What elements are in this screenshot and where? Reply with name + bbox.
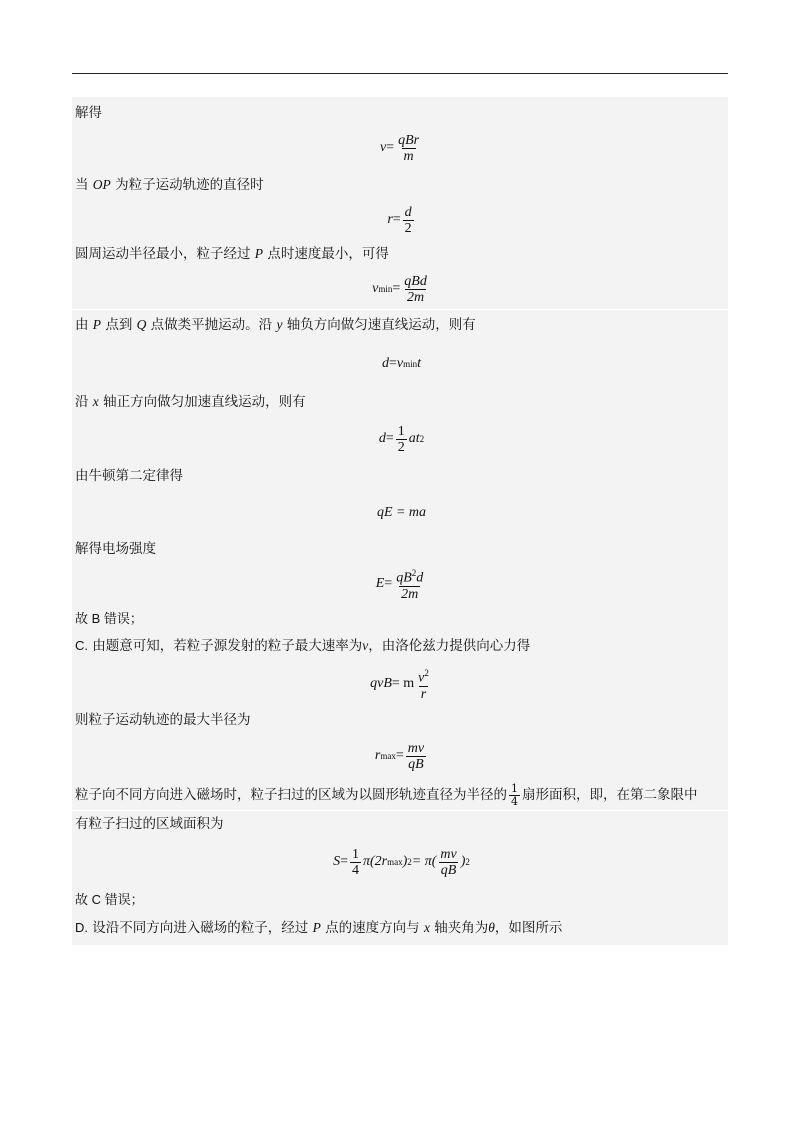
segment-2 [72, 309, 728, 810]
equation-r: r = $\frac{d}{2}$ [387, 204, 412, 236]
text-line: D. 设沿不同方向进入磁场的粒子，经过 P 点的速度方向与 x 轴夹角为θ，如图所示 [75, 920, 563, 936]
equation-d-half-at2: d = $\frac{1}{2}$ at 2 [378, 423, 425, 455]
equation-qe-ma: qE = ma [376, 505, 427, 520]
text-line: 粒子向不同方向进入磁场时，粒子扫过的区域为以圆形轨迹直径为半径的 $\frac{1}{4}$ 扇形面积，即，在第二象限中 [75, 782, 698, 808]
text-line: 解得电场强度 [75, 541, 156, 557]
equation-rmax: r max = $\frac{mv}{qB}$ [374, 740, 425, 772]
text-line: 沿 x 轴正方向做匀加速直线运动，则有 [75, 394, 306, 410]
text-line: 由 P 点到 Q 点做类平抛运动。沿 y 轴负方向做匀速直线运动，则有 [75, 317, 476, 333]
text-line: 故 C 错误； [75, 892, 144, 907]
equation-vmin: v min = $\frac{\text{qBd}}{2m}$ [372, 273, 427, 305]
text-line: 解得 [75, 105, 102, 121]
text-line: 故 B 错误； [75, 611, 143, 626]
text-line: 圆周运动半径最小，粒子经过 P 点时速度最小，可得 [75, 246, 389, 262]
segment-1 [72, 96, 728, 309]
equation-d-vmin-t: d = v min t [381, 356, 422, 371]
solution-body [72, 96, 728, 945]
equation-v: v = $\frac{\text{qBr}}{m}$ [379, 132, 420, 164]
equation-qvb: qvB = m $\frac{v^2}{r}$ [370, 668, 429, 702]
equation-area: S = $\frac{1}{4}$ π(2r max ) 2 = π( $\frac{mv}{qB}$ ) 2 [333, 846, 470, 878]
text-line: 则粒子运动轨迹的最大半径为 [75, 712, 251, 728]
text-line: 由牛顿第二定律得 [75, 468, 183, 484]
header-rule [72, 73, 728, 74]
text-line: 有粒子扫过的区域面积为 [75, 816, 224, 832]
segment-3 [72, 810, 728, 945]
text-line: 当 OP 为粒子运动轨迹的直径时 [75, 177, 264, 193]
text-line: C. 由题意可知，若粒子源发射的粒子最大速率为v，由洛伦兹力提供向心力得 [75, 638, 531, 654]
equation-e: E = $\frac{qB^2d}{2m}$ [375, 568, 424, 602]
